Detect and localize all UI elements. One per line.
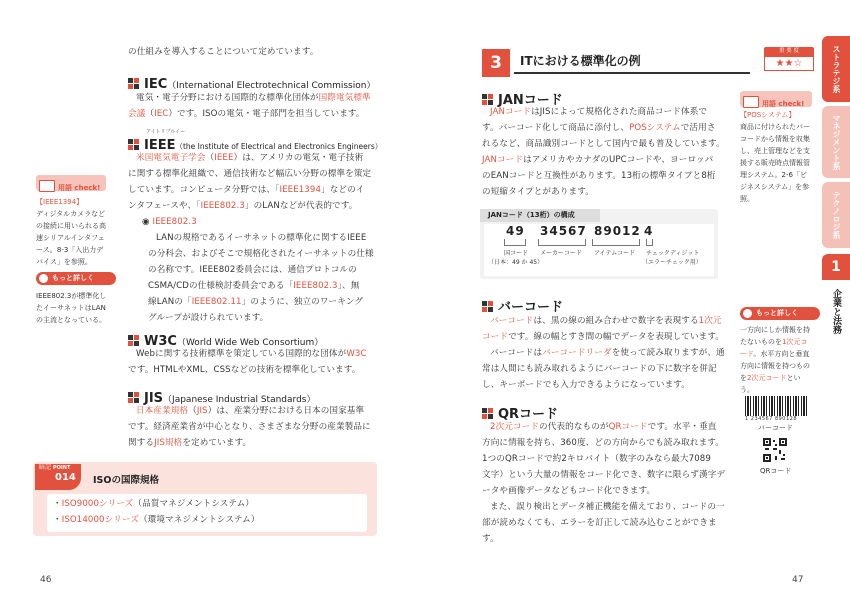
term-check-tag: 用語 check! bbox=[740, 91, 812, 107]
jan-note-country: （日本：49 か 45） bbox=[488, 259, 544, 266]
point-badge: 暗記 POINT 014 bbox=[35, 464, 81, 490]
bracket-maker bbox=[538, 239, 586, 246]
jan-label-country: 国コード bbox=[504, 250, 529, 257]
jan-figure-body bbox=[484, 224, 714, 276]
point-title: ISOの国際規格 bbox=[93, 475, 159, 486]
iec-body: 電気・電子分野における国際的な標準化団体が国際電気標準 会議（IEC）です。ISOの電気・電子部門を担当しています。 bbox=[128, 93, 371, 119]
importance-label: 重 要 度 bbox=[764, 47, 814, 56]
sub-marker-icon: ◉ bbox=[142, 217, 150, 227]
tab-management[interactable]: マネジメント系 bbox=[822, 106, 850, 178]
qr-code-image bbox=[763, 438, 787, 462]
heading-square-icon bbox=[128, 335, 141, 346]
tab-strategy[interactable]: ストラテジ系 bbox=[822, 36, 850, 102]
jan-digit-maker: 34567 bbox=[540, 224, 587, 238]
point-number: 014 bbox=[55, 472, 76, 483]
qr-heading: QRコード bbox=[482, 403, 558, 422]
ieee-full: （the Institute of Electrical and Electronics Engineers） bbox=[175, 142, 383, 151]
heading-square-icon bbox=[482, 301, 495, 312]
book-icon bbox=[743, 96, 759, 108]
jan-label-check: チェックディジット bbox=[646, 250, 700, 257]
jis-full: （Japanese Industrial Standards） bbox=[163, 395, 316, 405]
hand-icon bbox=[39, 274, 48, 283]
book-icon bbox=[39, 180, 55, 192]
iec-full: （International Electrotechnical Commission） bbox=[167, 81, 376, 91]
jis-body: 日本産業規格（JIS）は、産業分野における日本の国家基準 です。経済産業省が中心となり、さまざまな分野の産業製品に 関するJIS規格を定めています。 bbox=[128, 406, 371, 448]
heading-square-icon bbox=[128, 78, 141, 89]
jan-heading: JANコード bbox=[482, 89, 563, 108]
point-list bbox=[47, 494, 367, 532]
w3c-full: （World Wide Web Consortium） bbox=[176, 338, 324, 348]
heading-square-icon bbox=[128, 392, 141, 403]
jan-figure-caption: JANコード（13桁）の構成 bbox=[480, 209, 600, 222]
term-note: 【POSシステム】 商品に付けられたバー コードから情報を収集 し、売上管理などを支 援する販売時点情報管 理システム。2-6「ビ ジネスシステム」を参 照。 bbox=[740, 109, 816, 205]
barcode-heading: バーコード bbox=[482, 296, 563, 315]
bracket-item bbox=[592, 239, 640, 246]
chapter-number: 1 bbox=[822, 254, 850, 280]
jis-abbr: JIS bbox=[144, 391, 164, 406]
qr-body: 2次元コードの代表的なものがQRコードです。水平・垂直 方向に情報を持ち、360度、どの方向からでも読み取れます。 1つのQRコードで約2キロバイト（数字のみなら最大7089 文字）という大量の情報をコード化でき、数字に限らず漢字デ ータや画像データなどもコード化できます。 また、誤り検出とデータ補正機能を備えており、コードの一 部が読めなくても、エラーを訂正して読み込むことができます。 bbox=[482, 422, 726, 544]
more-detail-note: 一方向にしか情報を持 たないものを1次元コ ード。水平方向と垂直 方向に情報を持つもの を2次元コードとい う。 bbox=[740, 326, 810, 394]
more-detail-tag: もっと詳しく bbox=[740, 307, 820, 320]
heading-square-icon bbox=[482, 408, 495, 419]
point-box bbox=[33, 462, 377, 536]
intro-line: の仕組みを導入することについて定めています。 bbox=[128, 47, 319, 57]
w3c-abbr: W3C bbox=[144, 334, 177, 349]
more-detail-note: IEEE802.3が標準化し たイーサネットはLAN の主流となっている。 bbox=[36, 292, 107, 324]
w3c-body: Webに関する技術標準を策定している国際的な団体がW3C です。HTMLやXML、CSSなどの技術を標準化しています。 bbox=[128, 349, 367, 375]
jan-note-check: （エラーチェック用） bbox=[642, 259, 702, 266]
term-check-tag: 用語 check! bbox=[36, 175, 106, 191]
bracket-check bbox=[646, 239, 653, 246]
ieee8023-subtitle: IEEE802.3 bbox=[152, 217, 197, 227]
jan-digit-country: 49 bbox=[506, 224, 525, 238]
section-title: ITにおける標準化の例 bbox=[520, 54, 641, 68]
point-item: ・ISO9000シリーズ（品質マネジメントシステム） bbox=[53, 499, 254, 509]
barcode-caption: バーコード bbox=[758, 424, 793, 432]
qr-caption: QRコード bbox=[760, 467, 792, 475]
barcode-digits: 1 234567 890128 bbox=[745, 416, 798, 422]
section-number: 3 bbox=[482, 49, 510, 77]
importance-stars: ★★☆ bbox=[764, 56, 814, 71]
page-number-left: 46 bbox=[40, 575, 52, 585]
hand-icon bbox=[743, 309, 752, 318]
jan-label-maker: メーカーコード bbox=[540, 250, 582, 257]
barcode-image bbox=[745, 396, 807, 416]
chapter-title: 企業と法務 bbox=[831, 288, 841, 334]
ieee-ruby: アイトリプルイー bbox=[146, 129, 186, 135]
jan-digit-item: 89012 bbox=[594, 224, 641, 238]
jan-figure bbox=[480, 209, 718, 279]
term-title: 【POSシステム】 bbox=[740, 111, 796, 119]
section-rule bbox=[514, 72, 750, 74]
tab-technology[interactable]: テクノロジ系 bbox=[822, 182, 850, 248]
jan-label-item: アイテムコード bbox=[594, 250, 636, 257]
term-note: 【IEEE1394】 ディジタルカメラなど の接続に用いられる高 速シリアルインタフェ ース。8-3「入出力デ バイス」を参照。 bbox=[36, 196, 110, 268]
iec-abbr: IEC bbox=[144, 77, 168, 92]
heading-square-icon bbox=[128, 139, 141, 150]
bracket-country bbox=[504, 239, 526, 246]
ieee-abbr: IEEE bbox=[144, 138, 176, 153]
importance bbox=[764, 47, 814, 71]
page-number-right: 47 bbox=[792, 575, 804, 585]
jan-digit-check: 4 bbox=[644, 224, 653, 238]
term-title: 【IEEE1394】 bbox=[36, 198, 84, 206]
point-item: ・ISO14000シリーズ（環境マネジメントシステム） bbox=[53, 515, 260, 525]
barcode-body: バーコードは、黒の線の組み合わせで数字を表現する1次元 コードです。線の幅とすき間の幅でデータを表現しています。 バーコードはバーコードリーダを使って読み取りますが、通 常は人間にも読み取れるようにバーコードの下に数字を併記 し、キーボードでも入力できるようになっています。 bbox=[482, 316, 725, 390]
ieee-body: 米国電気電子学会（IEEE）は、アメリカの電気・電子技術 に関する標準化組織で、通信技術など幅広い分野の標準を策定 しています。コンピュータ分野では、「IEEE1394」などのイ ンタフェースや、「IEEE802.3」のLANなどが代表的です。 ◉ IEEE802.3 LANの規格であるイーサネットの標準化に関するIEEE の分科会、およびそこで規格化されたイーサネットの仕様 の名称です。IEEE802委員会には、通信プロトコルの CSMA/CDの仕様検討委員会である「IEEE802.3」、無 線LANの「IEEE802.11」のように、独立のワーキング グループが設けられています。 bbox=[128, 153, 374, 323]
jan-body: JANコードはJISによって規格化された商品コード体系で す。バーコード化して商品に添付し、POSシステムで活用さ れるなど、商品識別コードとして国内で最も普及しています。 JANコードはアメリカやカナダのUPCコードや、ヨーロッパ のEANコードと互換性があります。13桁の標準タイプと8桁 の短縮タイプとがあります。 bbox=[482, 107, 725, 197]
more-detail-tag: もっと詳しく bbox=[36, 272, 116, 285]
